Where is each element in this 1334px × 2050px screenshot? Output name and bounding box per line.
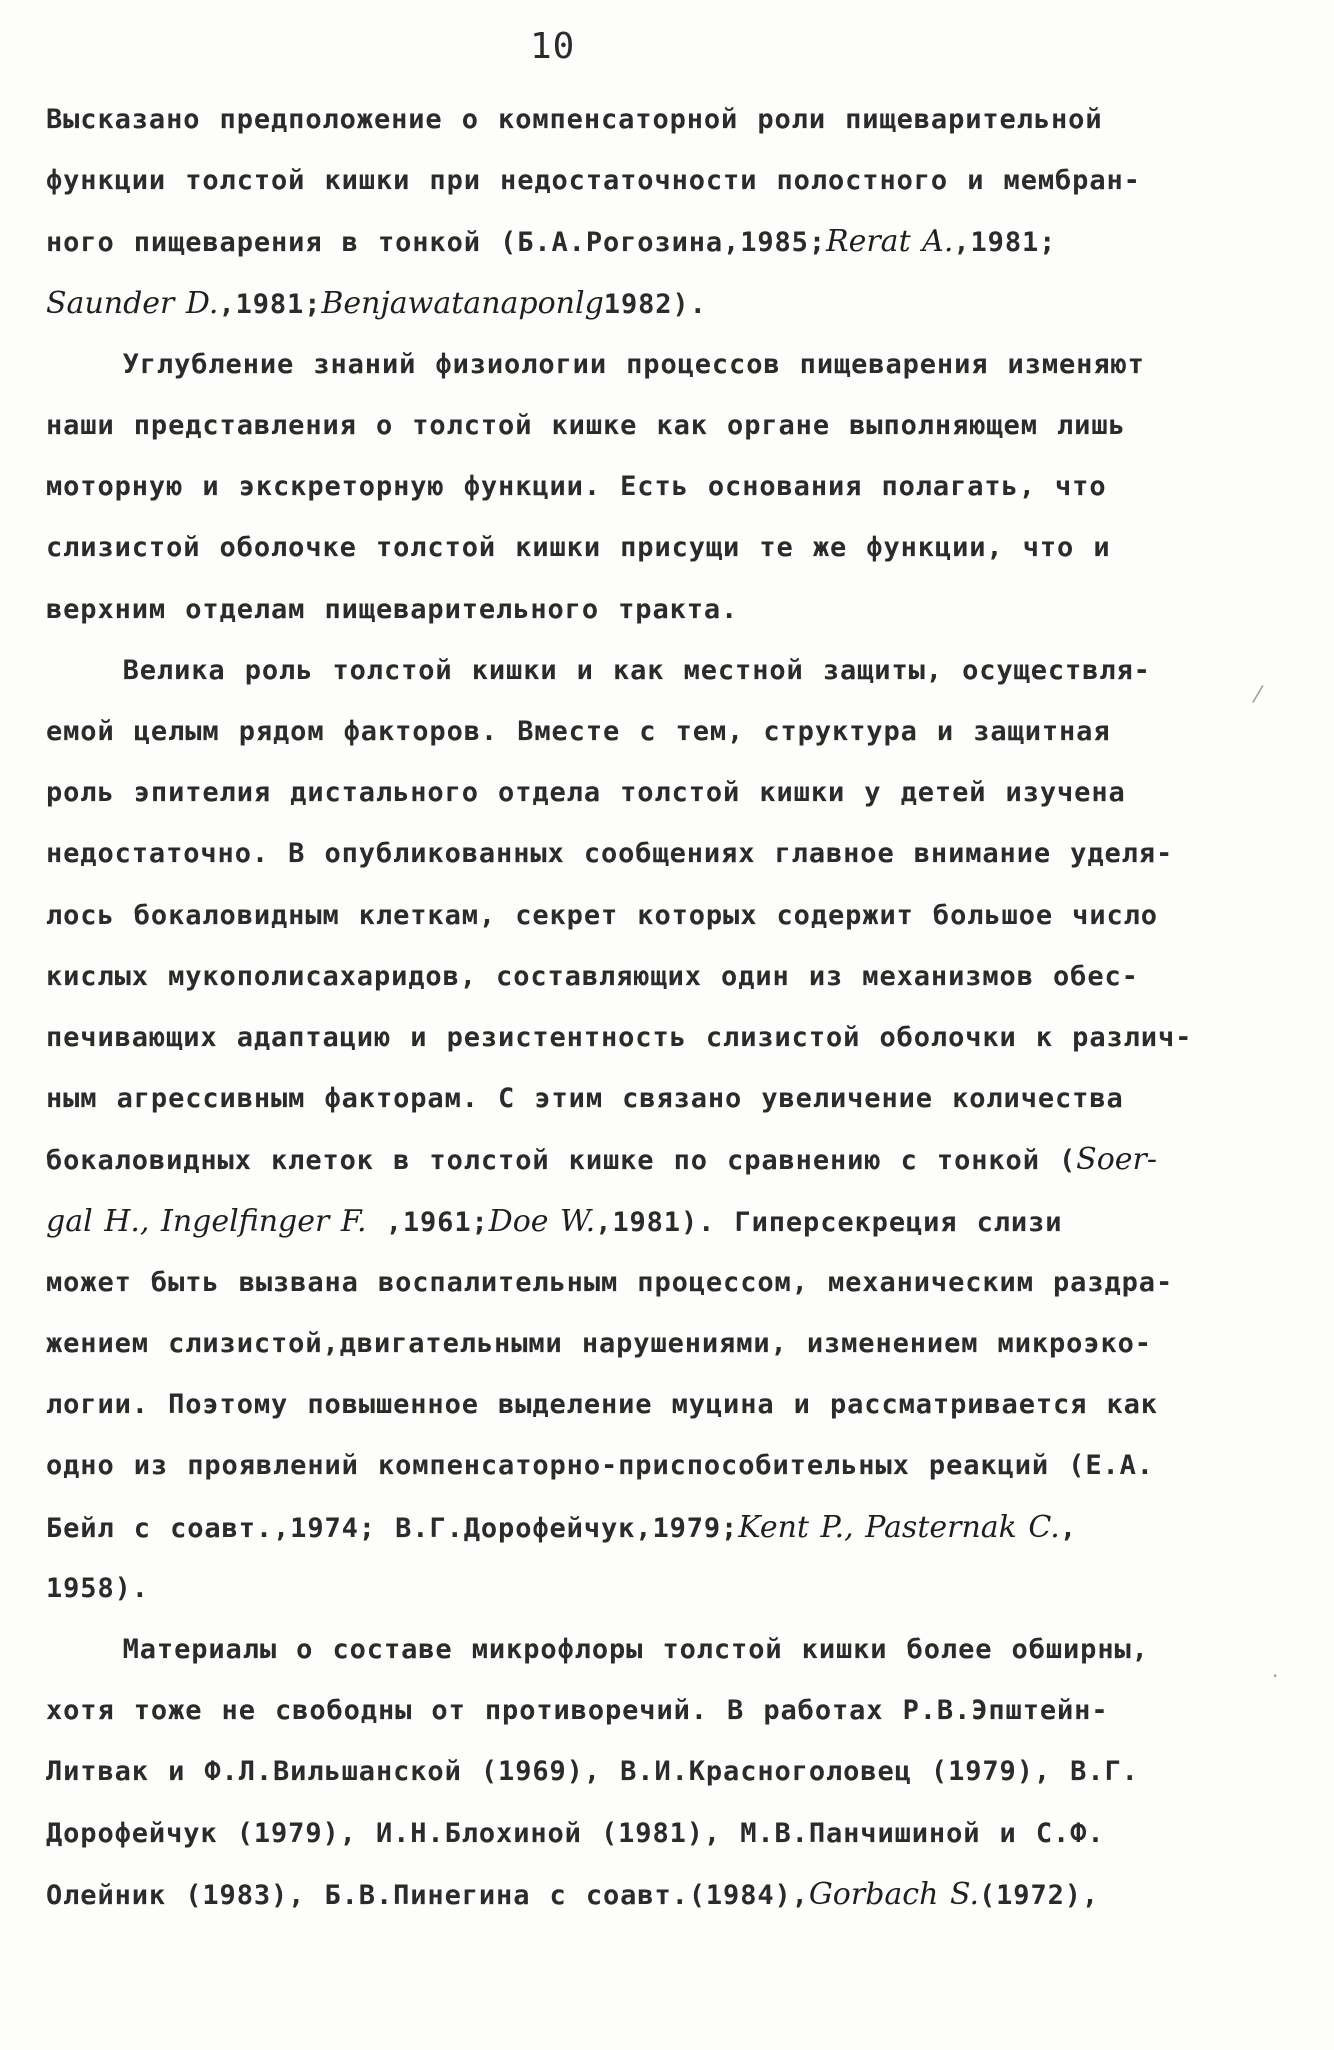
handwritten-citation: Doe W.: [488, 1203, 596, 1239]
text-line: [46, 1202, 1062, 1243]
text-line: [46, 1508, 1077, 1549]
text-line: [46, 1385, 1158, 1425]
text-line: [46, 467, 1106, 507]
text-line: [46, 1569, 149, 1609]
typed-text: Высказано предположение о компенсаторной роли пищеварительной: [46, 104, 1103, 135]
typed-text: жением слизистой,двигательными нарушениями, изменением микроэко-: [46, 1328, 1152, 1359]
text-line: [46, 161, 1141, 201]
text-line: [46, 100, 1102, 140]
typed-text: ным агрессивным факторам. С этим связано увеличение количества: [46, 1083, 1124, 1115]
typed-text: лось бокаловидным клеткам, секрет которых содержит большое число: [46, 899, 1158, 931]
text-line: [46, 896, 1158, 936]
typed-text: может быть вызвана воспалительным процессом, механическим раздра-: [46, 1266, 1174, 1298]
typed-text: слизистой оболочке толстой кишки присущи те же функции, что и: [46, 532, 1111, 564]
typed-text: ,1981;: [218, 288, 322, 320]
typed-text: функции толстой кишки при недостаточности полостного и мембран-: [46, 165, 1141, 197]
text-line: [46, 222, 1056, 263]
text-line: [46, 1814, 1104, 1854]
text-line: [46, 590, 738, 630]
typed-text: хотя тоже не свободны от противоречий. В работах Р.В.Эпштейн-: [46, 1695, 1109, 1727]
typed-text: одно из проявлений компенсаторно-приспособительных реакций (Е.А.: [46, 1450, 1154, 1482]
typed-text: 1982).: [603, 288, 707, 320]
typed-text: (1972),: [978, 1879, 1100, 1911]
typed-text: Бейл с соавт.,1974; В.Г.Дорофейчук,1979;: [46, 1512, 739, 1544]
text-line: [46, 528, 1110, 568]
typed-text: 1958).: [46, 1572, 149, 1604]
text-line: [46, 1875, 1099, 1916]
text-line: [46, 712, 1110, 752]
text-line: [46, 1691, 1108, 1731]
typed-text: недостаточно. В опубликованных сообщениях главное внимание уделя-: [46, 838, 1174, 870]
text-line: [46, 1263, 1173, 1303]
text-line: [46, 957, 1139, 997]
margin-pencil-mark: ·: [1272, 1664, 1279, 1688]
typed-text: ного пищеварения в тонкой (Б.А.Рогозина,1985;: [46, 227, 826, 259]
typed-text: бокаловидных клеток в толстой кишке по сравнению с тонкой (: [46, 1145, 1077, 1177]
text-line: [46, 773, 1126, 813]
typed-text: Литвак и Ф.Л.Вильшанской (1969), В.И.Красноголовец (1979), В.Г.: [46, 1756, 1139, 1788]
margin-pencil-mark: ⁄: [1256, 683, 1260, 708]
typed-text: Углубление знаний физиологии процессов пищеварения изменяют: [46, 348, 1145, 380]
text-line: [46, 1630, 1149, 1670]
text-line: [46, 651, 1151, 691]
typed-text: Олейник (1983), Б.В.Пинегина с соавт.(1984),: [46, 1879, 809, 1911]
page-number: 10: [530, 26, 576, 67]
typed-text: наши представления о толстой кишке как органе выполняющем лишь: [46, 410, 1126, 441]
typed-text: ,1981). Гиперсекреция слизи: [595, 1206, 1063, 1238]
typed-text: печивающих адаптацию и резистентность слизистой оболочки к различ-: [46, 1022, 1193, 1053]
handwritten-citation: Rerat A.: [826, 224, 954, 260]
typed-text: кислых мукополисахаридов, составляющих один из механизмов обес-: [46, 960, 1139, 992]
handwritten-citation: Benjawatanaponlg: [321, 285, 604, 321]
text-line: [46, 284, 707, 325]
typed-text: ,1961;: [366, 1206, 489, 1238]
text-line: [46, 1140, 1157, 1181]
text-line: [46, 406, 1126, 446]
typed-text: емой целым рядом факторов. Вместе с тем, структура и защитная: [46, 716, 1111, 747]
typed-text: логии. Поэтому повышенное выделение муцина и рассматривается как: [46, 1389, 1158, 1421]
text-line: [46, 345, 1145, 385]
text-line: [46, 1079, 1124, 1119]
typed-text: роль эпителия дистального отдела толстой кишки у детей изучена: [46, 777, 1126, 809]
typed-text: ,1981;: [953, 227, 1057, 259]
handwritten-citation: gal H., Ingelfinger F.: [46, 1203, 367, 1239]
typed-text: ,: [1059, 1512, 1077, 1544]
text-line: [46, 834, 1173, 874]
text-line: [46, 1446, 1154, 1486]
text-line: [46, 1324, 1152, 1364]
handwritten-citation: Soer-: [1076, 1142, 1158, 1178]
typed-text: Дорофейчук (1979), И.Н.Блохиной (1981), М.В.Панчишиной и С.Ф.: [46, 1817, 1105, 1849]
handwritten-citation: Kent P., Pasternak C.: [738, 1509, 1060, 1545]
text-line: [46, 1752, 1139, 1792]
handwritten-citation: Saunder D.: [46, 285, 219, 321]
handwritten-citation: Gorbach S.: [808, 1876, 979, 1912]
text-line: [46, 1018, 1192, 1058]
typed-text: Велика роль толстой кишки и как местной защиты, осуществля-: [46, 654, 1151, 686]
typed-text: моторную и экскреторную функции. Есть основания полагать, что: [46, 471, 1107, 503]
typed-text: Материалы о составе микрофлоры толстой кишки более обширны,: [46, 1634, 1149, 1665]
typed-text: верхним отделам пищеварительного тракта.: [46, 593, 739, 625]
